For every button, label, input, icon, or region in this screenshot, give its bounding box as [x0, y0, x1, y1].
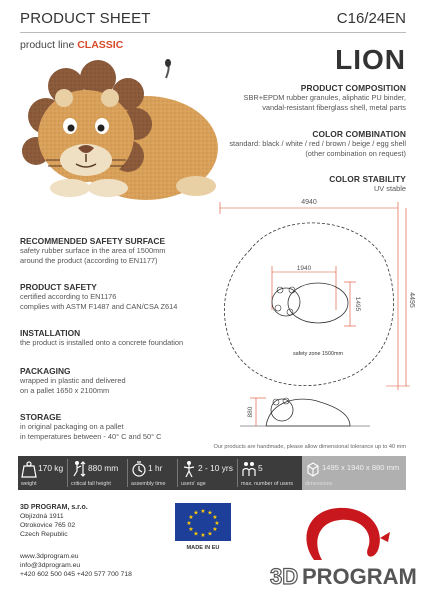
composition-line: SBR+EPDM rubber granules, aliphatic PU binder, [243, 93, 406, 102]
packaging-heading: PACKAGING [20, 366, 71, 376]
stat-users-age [178, 456, 238, 490]
stat-value: 1 hr [148, 463, 163, 473]
stat-label: assembly time [131, 481, 166, 487]
stability-heading: COLOR STABILITY [329, 174, 406, 184]
svg-text:★: ★ [207, 509, 213, 517]
phone-numbers: +420 602 500 045 +420 577 700 718 [20, 571, 132, 578]
lion-side-view [240, 398, 370, 426]
stat-assembly-time [128, 456, 178, 490]
height-label: 880 [247, 406, 254, 418]
header-divider [20, 32, 406, 33]
safety-surface-section [20, 236, 220, 266]
stability-text: UV stable [373, 184, 406, 193]
address-line: Otrokovice 765 02 [20, 522, 76, 529]
company-name: 3D PROGRAM, s.r.o. [20, 504, 88, 511]
stat-dimensions [302, 456, 406, 490]
inner-width-label: 1940 [296, 265, 312, 272]
svg-text:★: ★ [214, 520, 220, 527]
brand-logo [268, 498, 417, 590]
stat-value: 5 [258, 463, 263, 473]
colors-line: standard: black / white / red / brown / beige / egg shell [229, 139, 406, 148]
svg-text:★: ★ [193, 509, 199, 517]
packaging-line: on a pallet 1650 x 2100mm [20, 386, 110, 395]
stat-value: 1495 x 1940 x 880 mm [322, 463, 400, 472]
composition-heading: PRODUCT COMPOSITION [300, 83, 406, 93]
svg-text:★: ★ [188, 514, 194, 521]
brand-program: PROGRAM [302, 564, 417, 589]
product-safety-line: certified according to EN1176 [20, 292, 117, 301]
stat-label: users' age [181, 481, 206, 487]
age-icon [181, 460, 197, 478]
made-in-label: MADE IN EU [186, 545, 220, 551]
email-link[interactable]: info@3dprogram.eu [20, 562, 81, 569]
composition-line: vandal-resistant fiberglass shell, metal parts [262, 103, 406, 112]
assembly-icon [131, 460, 147, 478]
stats-bar [18, 456, 406, 490]
stat-label: weight [21, 481, 37, 487]
brand-3d: 3D [270, 564, 299, 589]
svg-text:★: ★ [186, 520, 192, 527]
storage-line: in temperatures between - 40° C and 50° C [20, 432, 162, 441]
product-safety-heading: PRODUCT SAFETY [20, 282, 97, 292]
company-address [20, 503, 88, 539]
safety-surface-heading: RECOMMENDED SAFETY SURFACE [20, 236, 166, 246]
installation-text: the product is installed onto a concrete foundation [20, 338, 184, 347]
eu-flag-icon [175, 503, 231, 541]
storage-heading: STORAGE [20, 412, 62, 422]
installation-section [20, 328, 220, 348]
svg-text:★: ★ [193, 530, 199, 538]
plan-drawing [200, 190, 415, 440]
dimensions-icon [305, 460, 321, 478]
stat-label: dimensions [305, 481, 333, 487]
stat-value: 2 - 10 yrs [198, 463, 233, 473]
colors-heading: COLOR COMBINATION [312, 129, 406, 139]
installation-heading: INSTALLATION [20, 328, 81, 338]
svg-text:★: ★ [200, 532, 206, 539]
stat-label: critical fall height [71, 481, 111, 487]
inner-depth-label: 1495 [354, 296, 361, 312]
storage-line: in original packaging on a pallet [20, 422, 124, 431]
svg-text:★: ★ [200, 508, 206, 515]
outer-depth-label: 4495 [408, 292, 415, 308]
product-line-name: CLASSIC [77, 39, 124, 51]
stat-fall-height [68, 456, 128, 490]
stat-label: max. number of users [241, 481, 294, 487]
storage-section [20, 412, 220, 442]
address-line: Czech Republic [20, 531, 68, 538]
packaging-line: wrapped in plastic and delivered [20, 376, 126, 385]
stat-max-users [238, 456, 302, 490]
svg-text:★: ★ [212, 514, 218, 521]
fall-height-icon [71, 460, 87, 478]
svg-text:★: ★ [207, 530, 213, 538]
stat-value: 880 mm [88, 463, 119, 473]
svg-text:★: ★ [212, 526, 218, 533]
stat-value: 170 kg [38, 463, 64, 473]
safety-zone-label: safety zone 1500mm [292, 351, 344, 357]
safety-surface-line: around the product (according to EN1177) [20, 256, 158, 265]
weight-icon [21, 460, 37, 478]
safety-surface-line: safety rubber surface in the area of 1500mm [20, 246, 166, 255]
colors-section [176, 129, 406, 159]
stat-weight [18, 456, 68, 490]
packaging-section [20, 366, 220, 396]
product-name: LION [335, 44, 406, 75]
address-line: Objízdná 1911 [20, 513, 64, 520]
company-contact [20, 552, 132, 579]
users-icon [241, 460, 257, 478]
svg-text:★: ★ [188, 526, 194, 533]
sheet-title: PRODUCT SHEET [20, 10, 151, 27]
outer-width-label: 4940 [301, 199, 317, 206]
product-safety-section [20, 282, 220, 312]
product-line [20, 39, 123, 51]
tolerance-note: Our products are handmade, please allow dimensional tolerance up to 40 mm [213, 444, 406, 450]
product-line-prefix: product line [20, 39, 75, 51]
sheet-code: C16/24EN [336, 10, 406, 27]
product-safety-line: complies with ASTM F1487 and CAN/CSA Z614 [20, 302, 178, 311]
website-link[interactable]: www.3dprogram.eu [20, 553, 79, 560]
colors-line: (other combination on request) [305, 149, 406, 158]
lion-top-view [272, 283, 348, 323]
composition-section [206, 83, 406, 113]
